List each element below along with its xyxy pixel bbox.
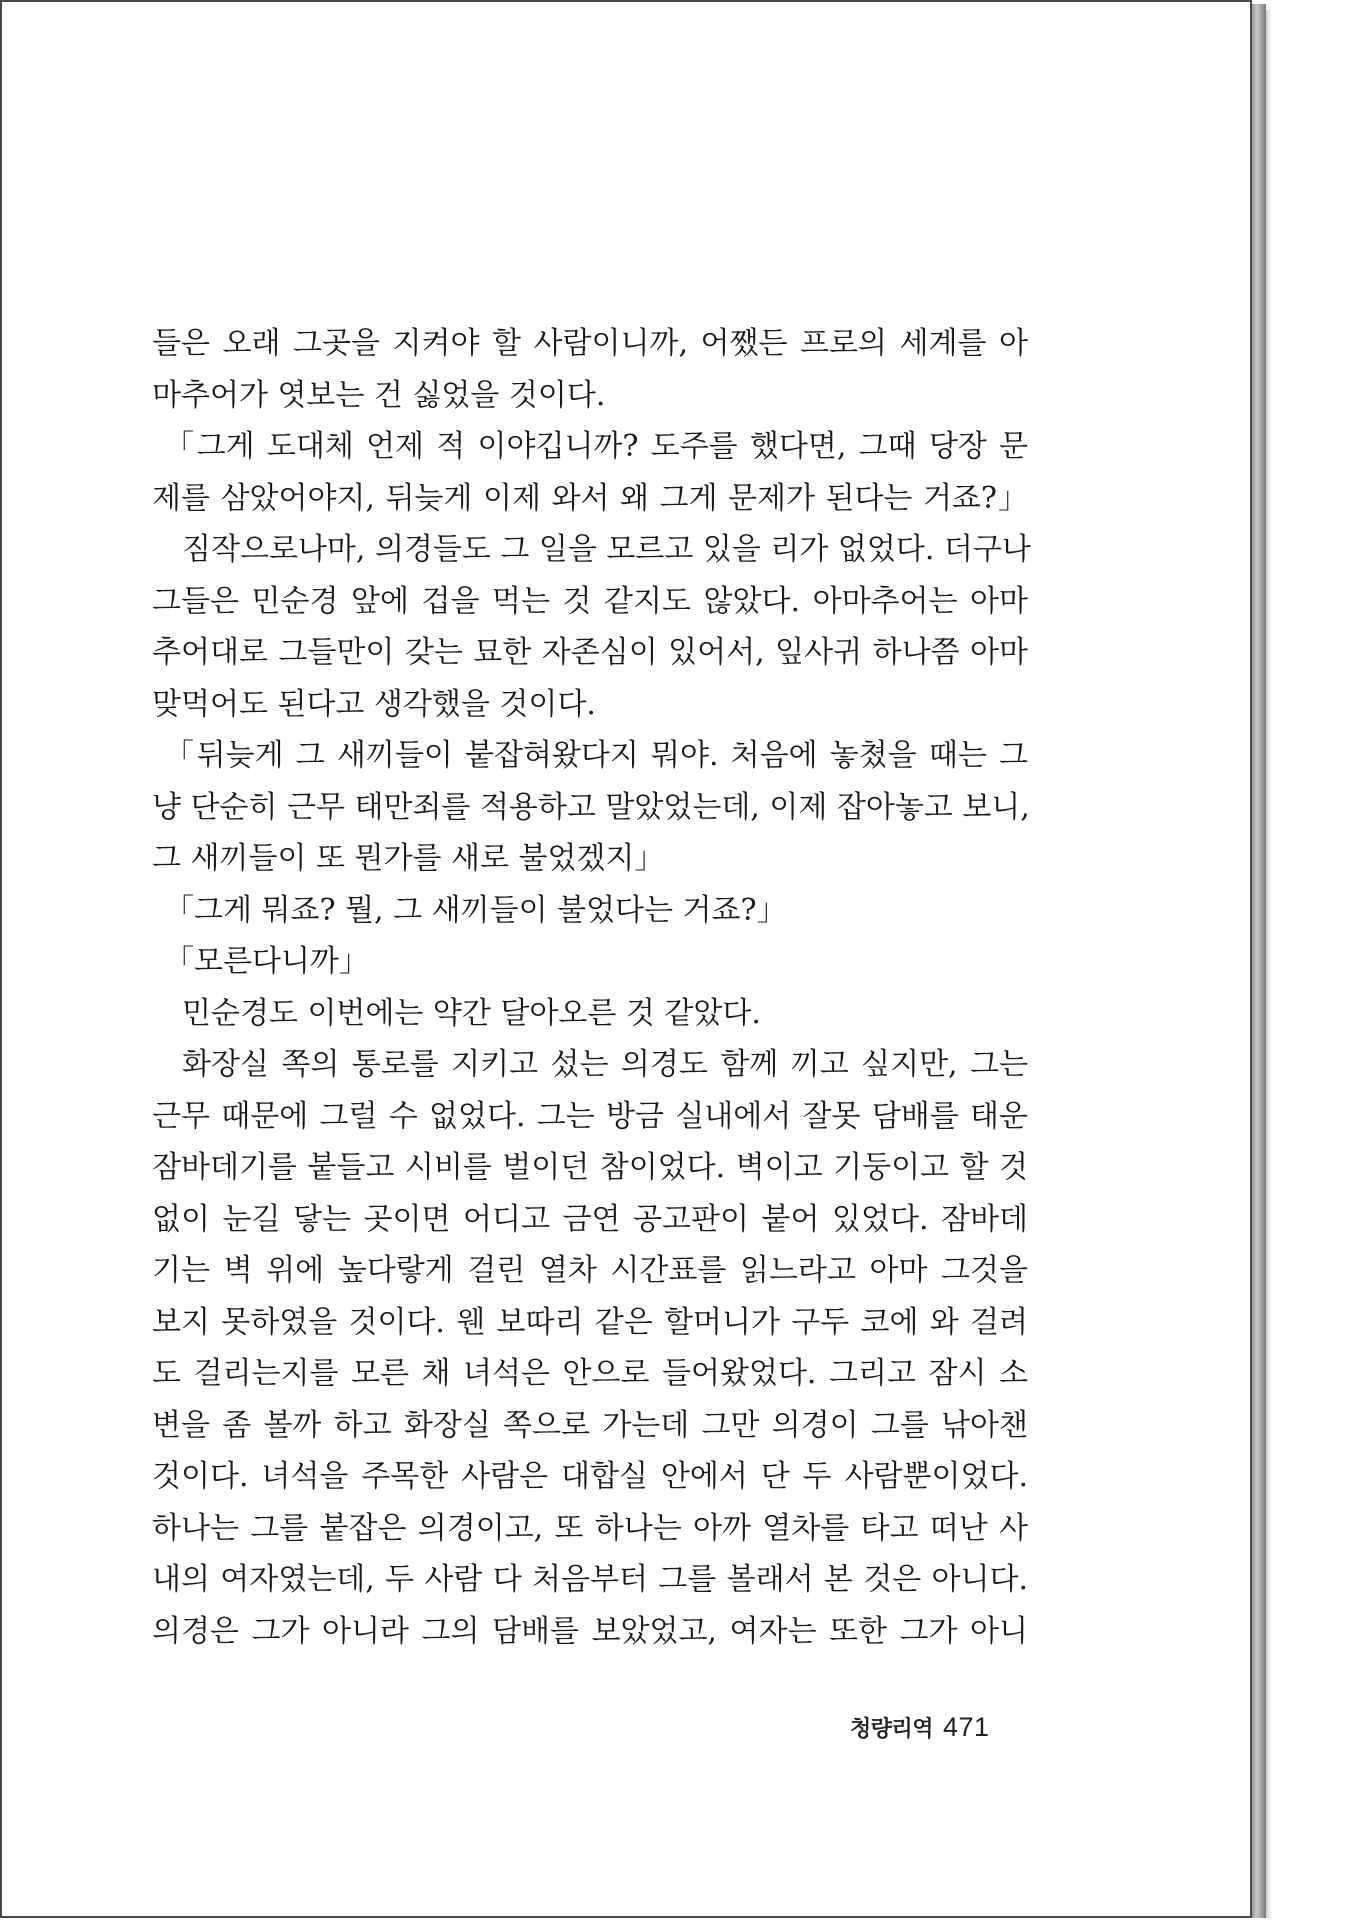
text-line: 기는 벽 위에 높다랗게 걸린 열차 시간표를 읽느라고 아마 그것을 bbox=[152, 1253, 1028, 1288]
text-line: 「뒤늦게 그 새끼들이 붙잡혀왔다지 뭐야. 처음에 놓쳤을 때는 그 bbox=[164, 738, 1028, 773]
text-line: 추어대로 그들만이 갖는 묘한 자존심이 있어서, 잎사귀 하나쯤 아마 bbox=[152, 635, 1028, 670]
text-line: 변을 좀 볼까 하고 화장실 쪽으로 가는데 그만 의경이 그를 낚아챈 bbox=[152, 1407, 1028, 1443]
page-edge bbox=[1252, 4, 1266, 1918]
text-line: 제를 삼았어야지, 뒤늦게 이제 와서 왜 그게 문제가 된다는 거죠?」 bbox=[152, 480, 1028, 516]
text-line: 짐작으로나마, 의경들도 그 일을 모르고 있을 리가 없었다. 더구나 bbox=[182, 532, 1031, 567]
text-line: 「그게 도대체 언제 적 이야깁니까? 도주를 했다면, 그때 당장 문 bbox=[164, 429, 1028, 464]
text-line: 그들은 민순경 앞에 겁을 먹는 것 같지도 않았다. 아마추어는 아마 bbox=[152, 583, 1028, 619]
text-line: 화장실 쪽의 통로를 지키고 섰는 의경도 함께 끼고 싶지만, 그는 bbox=[182, 1047, 1028, 1082]
text-line: 마추어가 엿보는 건 싫었을 것이다. bbox=[152, 377, 606, 413]
page-edge-shadow bbox=[1266, 10, 1272, 1918]
text-line: 하나는 그를 붙잡은 의경이고, 또 하나는 아까 열차를 타고 떠난 사 bbox=[152, 1510, 1028, 1546]
text-line: 민순경도 이번에는 약간 달아오른 것 같았다. bbox=[182, 995, 761, 1031]
text-line: 것이다. 녀석을 주목한 사람은 대합실 안에서 단 두 사람뿐이었다. bbox=[152, 1459, 1028, 1494]
text-line: 맞먹어도 된다고 생각했을 것이다. bbox=[152, 686, 596, 722]
text-line: 보지 못하였을 것이다. 웬 보따리 같은 할머니가 구두 코에 와 걸려 bbox=[152, 1304, 1028, 1340]
text-line: 「모른다니까」 bbox=[164, 944, 369, 979]
text-line: 「그게 뭐죠? 뭘, 그 새끼들이 불었다는 거죠?」 bbox=[164, 892, 787, 928]
page-footer bbox=[850, 1712, 990, 1752]
text-line: 없이 눈길 닿는 곳이면 어디고 금연 공고판이 붙어 있었다. 잠바데 bbox=[152, 1201, 1028, 1237]
text-line: 들은 오래 그곳을 지켜야 할 사람이니까, 어쨌든 프로의 세계를 아 bbox=[152, 326, 1028, 361]
running-title: 청량리역 bbox=[850, 1716, 934, 1741]
text-line: 내의 여자였는데, 두 사람 다 처음부터 그를 볼래서 본 것은 아니다. bbox=[152, 1562, 1028, 1597]
page-number: 471 bbox=[943, 1712, 990, 1742]
text-line: 잠바데기를 붙들고 시비를 벌이던 참이었다. 벽이고 기둥이고 할 것 bbox=[152, 1150, 1028, 1185]
text-line: 그 새끼들이 또 뭔가를 새로 불었겠지」 bbox=[152, 841, 665, 876]
body-text bbox=[152, 318, 1031, 1657]
text-line: 냥 단순히 근무 태만죄를 적용하고 말았었는데, 이제 잡아놓고 보니, bbox=[152, 789, 1030, 825]
text-line: 근무 때문에 그럴 수 없었다. 그는 방금 실내에서 잘못 담배를 태운 bbox=[152, 1098, 1028, 1134]
text-line: 의경은 그가 아니라 그의 담배를 보았었고, 여자는 또한 그가 아니 bbox=[152, 1613, 1028, 1649]
text-line: 도 걸리는지를 모른 채 녀석은 안으로 들어왔었다. 그리고 잠시 소 bbox=[152, 1356, 1028, 1391]
